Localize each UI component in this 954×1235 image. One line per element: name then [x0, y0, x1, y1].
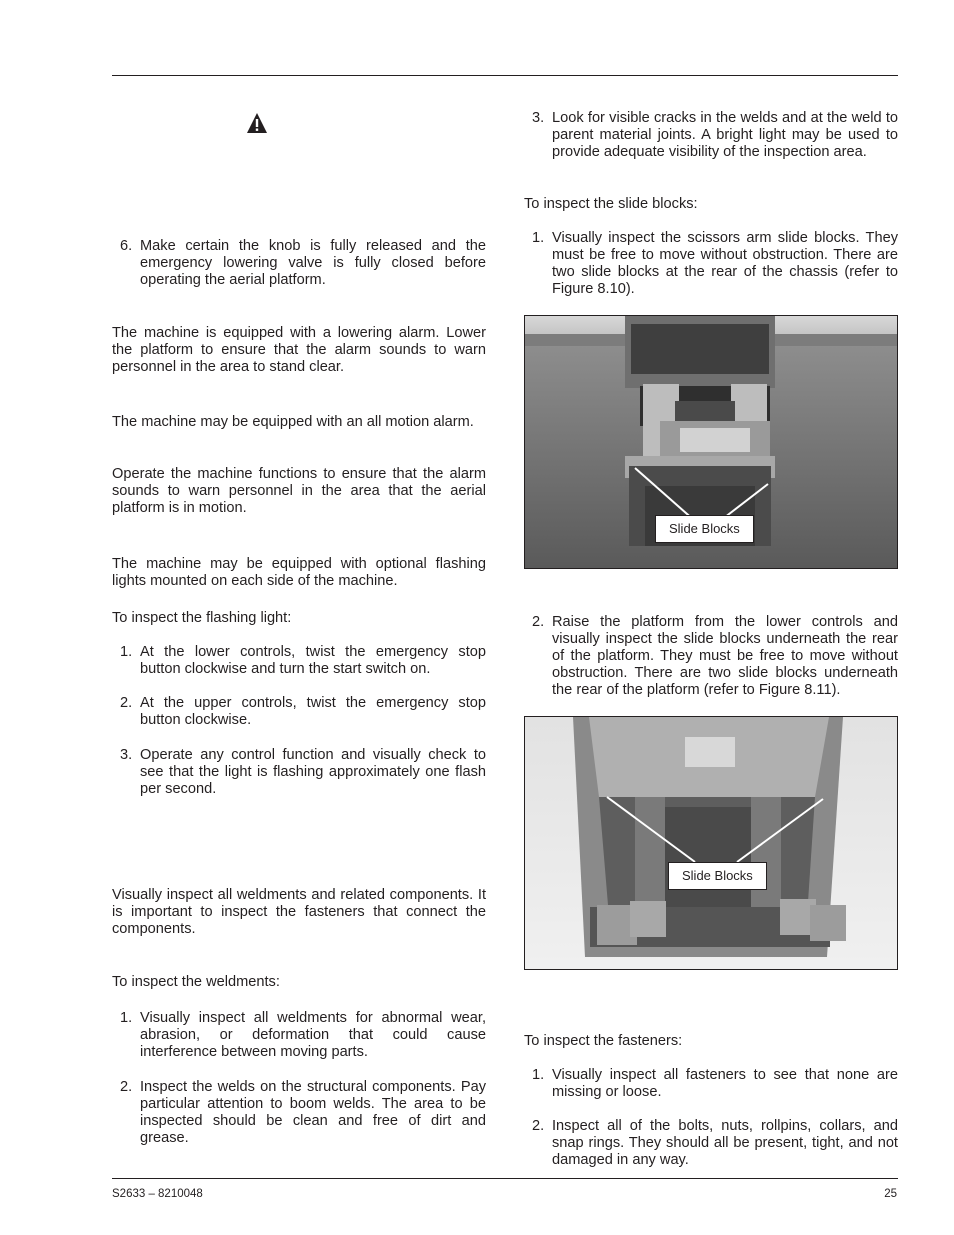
slide-blocks-intro: To inspect the slide blocks:: [524, 196, 698, 212]
footer-page-number: 25: [884, 1188, 897, 1200]
list-text: Raise the platform from the lower controls and visually inspect the slide blocks underneath the rear of the platform. They must be free to move without obstruction. There are two slide blocks underneath the rear of the platform (refer to Figure 8.11).: [552, 614, 898, 698]
weldments-paragraph: Visually inspect all weldments and related components. It is important to inspect the fasteners that connect the components.: [112, 887, 486, 937]
warning-triangle-icon: [246, 112, 268, 134]
footer-document-id: S2633 – 8210048: [112, 1188, 203, 1200]
lowering-alarm-paragraph: The machine is equipped with a lowering alarm. Lower the platform to ensure that the alarm sounds to warn personnel in the area to stand clear.: [112, 325, 486, 375]
motion-alarm-check-paragraph: Operate the machine functions to ensure that the alarm sounds to warn personnel in the area that the aerial platform is in motion.: [112, 466, 486, 516]
list-text: Visually inspect the scissors arm slide blocks. They must be free to move without obstruction. There are two slide blocks at the rear of the chassis (refer to Figure 8.10).: [552, 230, 898, 297]
list-number: 1.: [120, 644, 133, 660]
flashing-light-paragraph: The machine may be equipped with optional flashing lights mounted on each side of the machine.: [112, 556, 486, 589]
flashing-light-intro: To inspect the flashing light:: [112, 610, 292, 626]
list-text: At the lower controls, twist the emergency stop button clockwise and turn the start switch on.: [140, 644, 486, 677]
list-number: 2.: [120, 1079, 133, 1095]
footer-rule: [112, 1178, 898, 1179]
platform-photo: [525, 717, 897, 969]
figure-chassis-slide-blocks: [524, 315, 898, 569]
list-text: Visually inspect all weldments for abnormal wear, abrasion, or deformation that could cause interference between moving parts.: [140, 1010, 486, 1060]
list-number: 6.: [120, 238, 133, 254]
list-number: 3.: [532, 110, 545, 126]
list-text: Make certain the knob is fully released and the emergency lowering valve is fully closed before operating the aerial platform.: [140, 238, 486, 288]
list-number: 2.: [120, 695, 133, 711]
figure-platform-slide-blocks: [524, 716, 898, 970]
list-text: Look for visible cracks in the welds and at the weld to parent material joints. A bright light may be used to provide adequate visibility of the inspection area.: [552, 110, 898, 160]
weldments-intro: To inspect the weldments:: [112, 974, 280, 990]
list-text: Inspect all of the bolts, nuts, rollpins, collars, and snap rings. They should all be present, tight, and not damaged in any way.: [552, 1118, 898, 1168]
list-text: Operate any control function and visually check to see that the light is flashing approximately one flash per second.: [140, 747, 486, 797]
fasteners-intro: To inspect the fasteners:: [524, 1033, 683, 1049]
list-text: Inspect the welds on the structural components. Pay particular attention to boom welds. The area to be inspected should be clean and free of dirt and grease.: [140, 1079, 486, 1146]
list-text: At the upper controls, twist the emergency stop button clockwise.: [140, 695, 486, 728]
callout-slide-blocks: Slide Blocks: [668, 862, 767, 890]
header-rule: [112, 75, 898, 76]
list-text: Visually inspect all fasteners to see that none are missing or loose.: [552, 1067, 898, 1100]
list-number: 2.: [532, 614, 545, 630]
list-number: 3.: [120, 747, 133, 763]
motion-alarm-paragraph: The machine may be equipped with an all motion alarm.: [112, 414, 474, 430]
list-number: 1.: [120, 1010, 133, 1026]
list-number: 1.: [532, 230, 545, 246]
list-number: 1.: [532, 1067, 545, 1083]
callout-slide-blocks: Slide Blocks: [655, 515, 754, 543]
list-number: 2.: [532, 1118, 545, 1134]
